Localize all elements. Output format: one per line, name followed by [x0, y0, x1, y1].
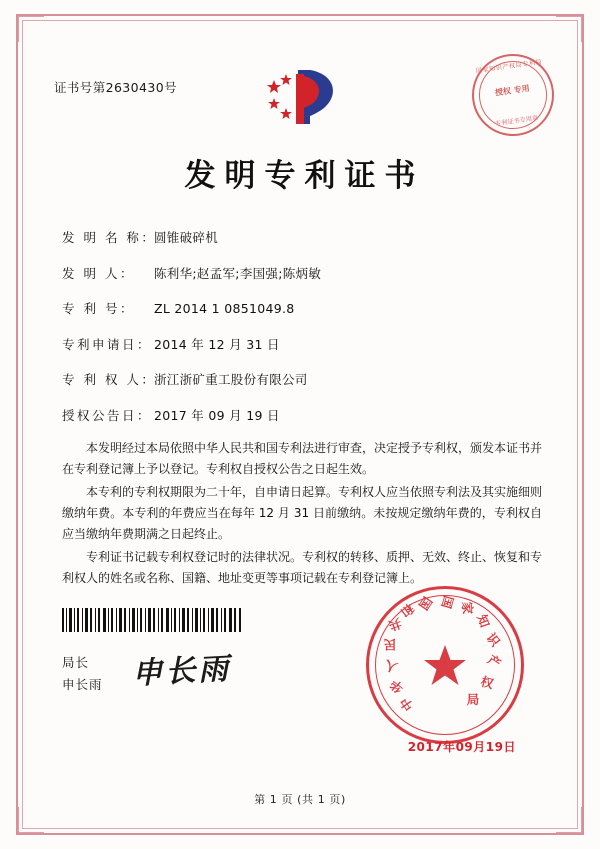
field-value: 2014 年 12 月 31 日 — [154, 336, 280, 352]
seal-char: 国 — [438, 594, 457, 611]
certificate-serial-number: 证书号第2630430号 — [54, 80, 177, 95]
national-ip-office-seal-icon — [366, 586, 524, 744]
legal-paragraph-2: 本专利的专利权期限为二十年，自申请日起算。专利权人应当依照专利法及其实施细则缴纳年费。本专利的年费应当在每年 12 月 31 日前缴纳。未按规定缴纳年费的，专利权自应当缴纳年费期满之日起终止。 — [62, 485, 543, 541]
seal-date: 2017年09月19日 — [407, 740, 516, 754]
seal-char: 国 — [415, 593, 436, 613]
seal-char: 识 — [483, 630, 504, 650]
patent-fields-list — [62, 228, 542, 441]
seal-char: 华 — [387, 676, 407, 697]
seal-char: 和 — [397, 600, 417, 621]
five-pointed-star-icon — [422, 642, 468, 688]
field-value: ZL 2014 1 0851049.8 — [154, 301, 295, 316]
field-label: 专 利 权 人： — [62, 372, 157, 387]
seal-char: 权 — [479, 673, 496, 692]
seal-char: 民 — [383, 637, 397, 652]
seal-arc-text: 国家知识产权局专利局 — [475, 58, 543, 75]
patent-office-logo-icon — [252, 64, 348, 130]
seal-char: 家 — [459, 601, 476, 615]
field-patentee — [62, 370, 542, 388]
director-name-label: 申长雨 — [62, 677, 103, 692]
patent-office-seal-icon — [467, 49, 560, 142]
field-label: 发 明 人： — [62, 265, 135, 281]
field-label: 专 利 号： — [62, 301, 135, 316]
field-value: 圆锥破碎机 — [154, 230, 219, 245]
field-grant-date — [62, 406, 542, 424]
director-handwritten-signature: 申长雨 — [131, 651, 233, 692]
legal-paragraph-3: 专利证书记载专利权登记时的法律状况。专利权的转移、质押、无效、终止、恢复和专利权人的姓名或名称、国籍、地址变更等事项记载在专利登记簿上。 — [62, 550, 543, 585]
field-value: 浙江浙矿重工股份有限公司 — [154, 372, 308, 387]
legal-paragraph-1: 本发明经过本局依照中华人民共和国专利法进行审查，决定授予专利权，颁发本证书并在专利登记簿上予以登记。专利权自授权公告之日起生效。 — [62, 441, 543, 476]
seal-bottom-text: 专利证书专用章 — [494, 114, 539, 128]
seal-char: 知 — [474, 612, 493, 630]
field-inventors — [62, 264, 542, 282]
field-invention-name — [62, 228, 542, 246]
legal-text-block — [62, 438, 542, 591]
seal-char: 共 — [386, 615, 404, 634]
field-value: 陈利华;赵孟军;李国强;陈炳敏 — [154, 265, 322, 281]
field-value: 2017 年 09 月 19 日 — [154, 407, 280, 423]
page-title: 发明专利证书 — [184, 158, 425, 194]
director-title-label: 局长 — [62, 655, 90, 670]
page-footer: 第 1 页 (共 1 页) — [254, 793, 346, 806]
field-label: 专利申请日： — [62, 336, 153, 352]
signature-block — [62, 652, 103, 696]
seal-char: 产 — [484, 651, 504, 672]
field-application-date — [62, 335, 542, 353]
seal-char: 中 — [396, 694, 417, 714]
field-patent-number — [62, 299, 542, 317]
barcode — [62, 608, 242, 632]
seal-char: 人 — [382, 657, 400, 676]
seal-middle-text: 授权 专用 — [494, 83, 531, 98]
field-label: 授权公告日： — [62, 407, 153, 423]
certificate-content — [40, 38, 560, 815]
seal-char: 局 — [466, 692, 480, 707]
field-label: 发 明 名 称： — [62, 230, 157, 245]
